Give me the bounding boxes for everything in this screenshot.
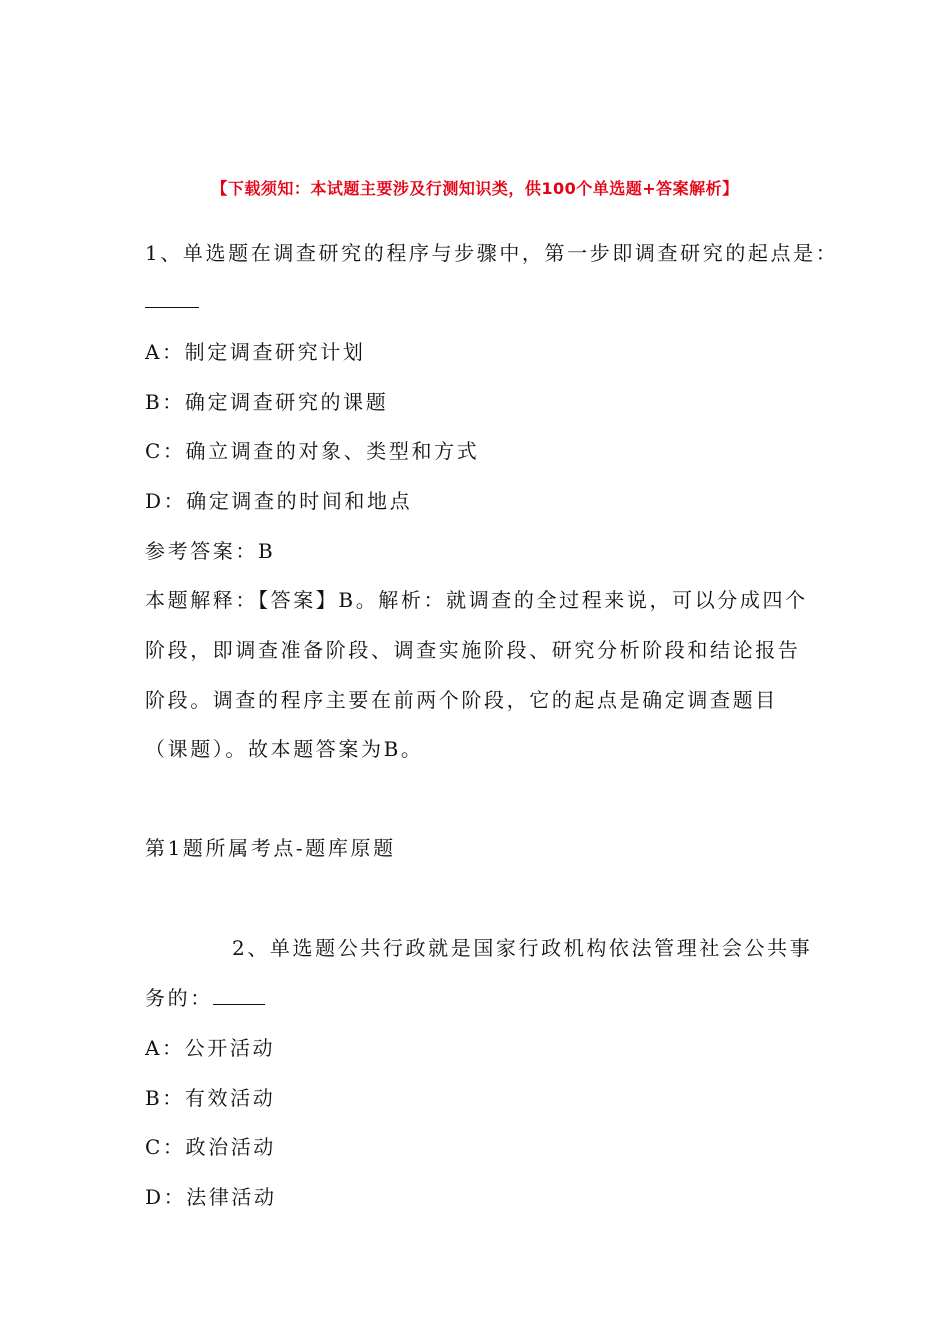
q2-option-a: A：公开活动: [145, 1036, 276, 1060]
q2-option-c: C：政治活动: [145, 1135, 276, 1159]
q1-option-a: A：制定调查研究计划: [145, 340, 366, 364]
q1-option-d: D：确定调查的时间和地点: [145, 489, 413, 513]
q2-answer-blank: [213, 988, 265, 1005]
q1-answer-blank: [145, 307, 199, 308]
q1-stem: 1、单选题在调查研究的程序与步骤中，第一步即调查研究的起点是：: [145, 241, 839, 265]
q1-explanation-line-2: 阶段，即调查准备阶段、调查实施阶段、研究分析阶段和结论报告: [145, 638, 801, 662]
download-notice: 【下载须知：本试题主要涉及行测知识类，供100个单选题+答案解析】: [211, 179, 739, 198]
q1-explanation-line-1: 本题解释：【答案】B。解析：就调查的全过程来说，可以分成四个: [145, 588, 808, 612]
q1-option-c: C：确立调查的对象、类型和方式: [145, 439, 480, 463]
q2-option-d: D：法律活动: [145, 1185, 277, 1209]
q1-explanation-line-3: 阶段。调查的程序主要在前两个阶段，它的起点是确定调查题目: [145, 688, 778, 712]
q2-stem-line-2-text: 务的：: [145, 986, 213, 1010]
q2-stem-line-2: [145, 986, 265, 1010]
q2-stem-line-1: 2、单选题公共行政就是国家行政机构依法管理社会公共事: [232, 936, 813, 960]
q1-answer: 参考答案：B: [145, 539, 276, 563]
q1-exam-point: 第1题所属考点-题库原题: [145, 836, 396, 860]
q1-explanation-line-4: （课题）。故本题答案为B。: [145, 737, 424, 761]
q1-option-b: B：确定调查研究的课题: [145, 390, 389, 414]
q2-option-b: B：有效活动: [145, 1086, 276, 1110]
